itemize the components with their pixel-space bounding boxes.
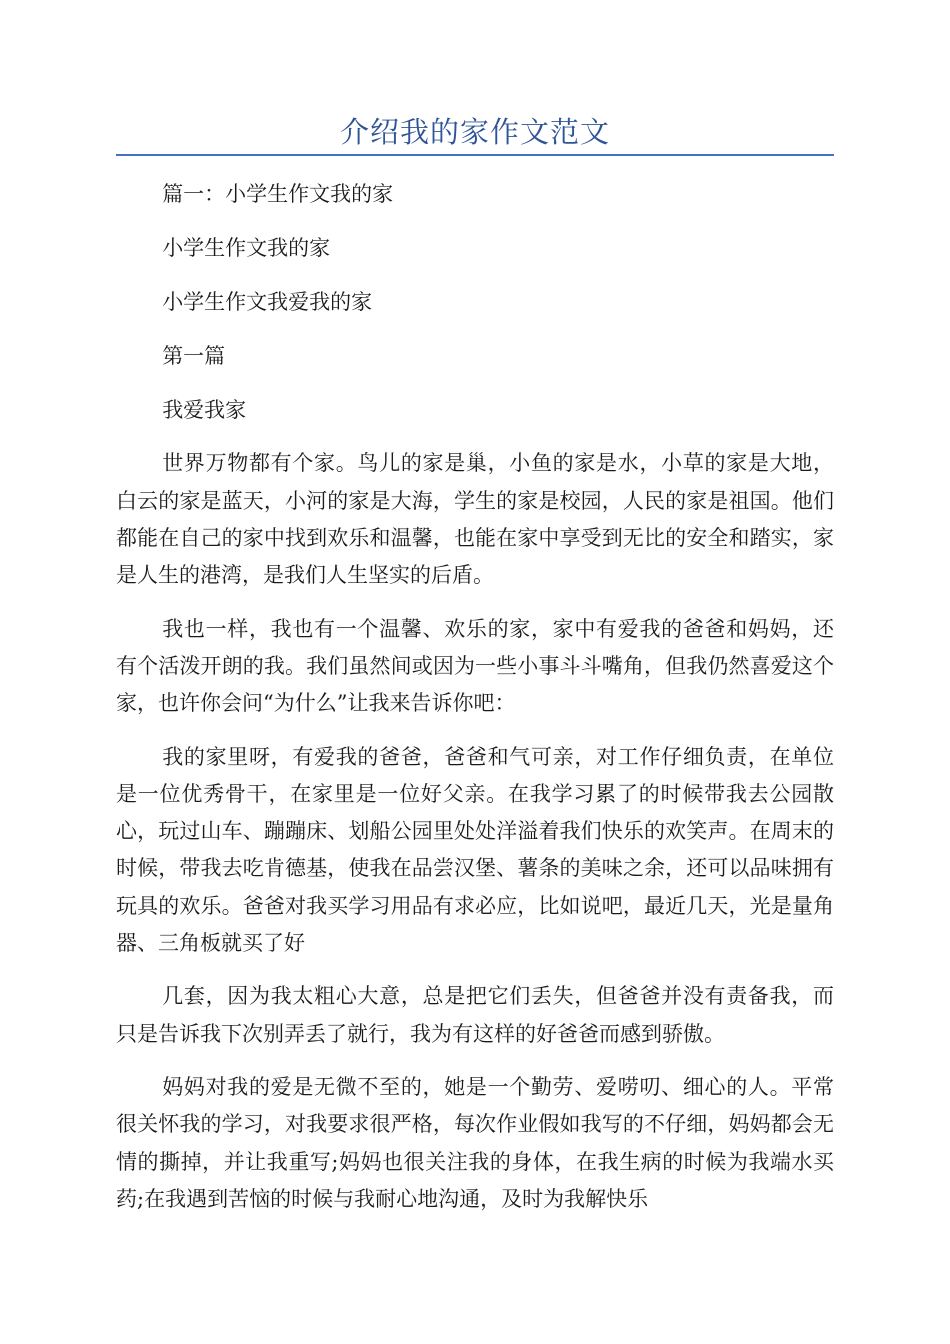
paragraph-subtitle: 小学生作文我的家 [162, 235, 331, 260]
paragraph-intro: 世界万物都有个家。鸟儿的家是巢，小鱼的家是水，小草的家是大地，白云的家是蓝天，小河的家是大海，学生的家是校园，人民的家是祖国。他们都能在自己的家中找到欢乐和温馨，也能在家中享受到无比的安全和踏实，家是人生的港湾，是我们人生坚实的后盾。 [116, 451, 834, 588]
paragraph-essay-title: 我爱我家 [162, 397, 247, 422]
paragraph-mother: 妈妈对我的爱是无微不至的，她是一个勤劳、爱唠叨、细心的人。平常很关怀我的学习，对我要求很严格，每次作业假如我写的不仔细，妈妈都会无情的撕掉，并让我重写;妈妈也很关注我的身体，在我生病的时候为我端水买药;在我遇到苦恼的时候与我耐心地沟通，及时为我解快乐 [116, 1074, 834, 1211]
document-body [116, 176, 834, 1234]
paragraph-family-overview: 我也一样，我也有一个温馨、欢乐的家，家中有爱我的爸爸和妈妈，还有个活泼开朗的我。我们虽然间或因为一些小事斗斗嘴角，但我仍然喜爱这个家，也许你会问“为什么”让我来告诉你吧： [116, 616, 834, 716]
paragraph-father-continued: 几套，因为我太粗心大意，总是把它们丢失，但爸爸并没有责备我，而只是告诉我下次别弄丢了就行，我为有这样的好爸爸而感到骄傲。 [116, 984, 834, 1046]
paragraph-father: 我的家里呀，有爱我的爸爸，爸爸和气可亲，对工作仔细负责，在单位是一位优秀骨干，在家里是一位好父亲。在我学习累了的时候带我去公园散心，玩过山车、蹦蹦床、划船公园里处处洋溢着我们快乐的欢笑声。在周末的时候，带我去吃肯德基，使我在品尝汉堡、薯条的美味之余，还可以品味拥有玩具的欢乐。爸爸对我买学习用品有求必应，比如说吧，最近几天，光是量角器、三角板就买了好 [116, 744, 834, 956]
title-underline [116, 154, 834, 156]
document-title: 介绍我的家作文范文 [339, 115, 610, 149]
paragraph-section-heading: 篇一：小学生作文我的家 [162, 182, 394, 206]
paragraph-subtitle-2: 小学生作文我爱我的家 [162, 289, 373, 314]
paragraph-chapter-label: 第一篇 [162, 343, 226, 368]
